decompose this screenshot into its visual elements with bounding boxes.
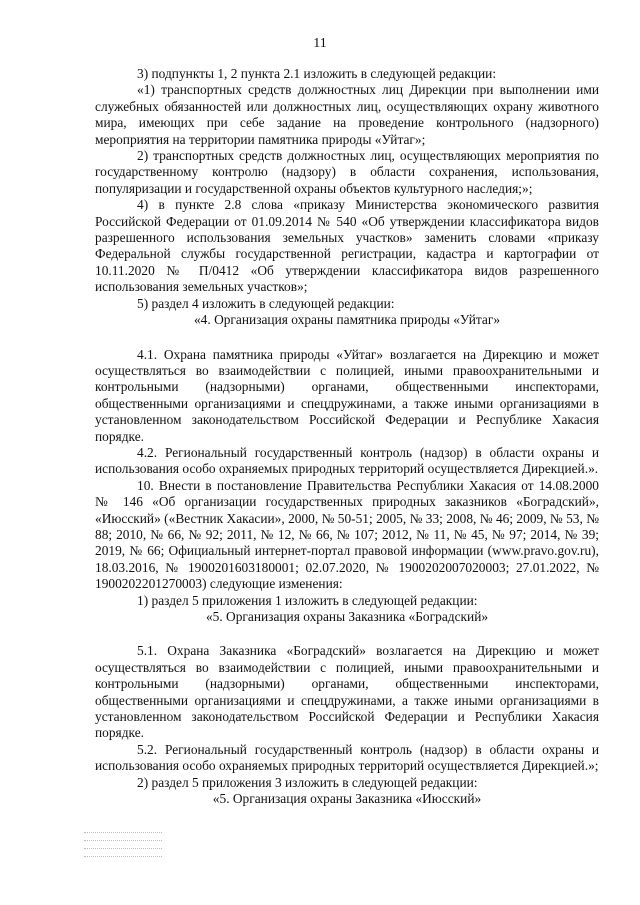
document-body — [95, 66, 599, 807]
paragraph: 3) подпункты 1, 2 пункта 2.1 изложить в следующей редакции: — [137, 66, 497, 81]
paragraph: «1) транспортных средств должностных лиц Дирекции при выполнении ими служебных обязанностей или должностных лиц, осуществляющих охрану животного мира, имеющих при себе задание на проведение контрольного (надзорного) мероприятия на территории памятника природы «Уйтаг»; — [95, 82, 599, 147]
paragraph: 5) раздел 4 изложить в следующей редакции: — [137, 295, 395, 311]
section-heading: «5. Организация охраны Заказника «Боградский» — [205, 609, 489, 624]
spacer — [95, 625, 599, 643]
page-number: 11 — [313, 36, 327, 51]
paragraph: 10. Внести в постановление Правительства Республики Хакасия от 14.08.2000 № 146 «Об организации государственных природных заказников «Боградский», «Июсский» («Вестник Хакасии», 2000, № 50-51; 2005, № 33; 2008, № 46; 2009, № 53, № 88; 2010, № 66, № 92; 2011, № 12, № 66, № 107; 2012, № 11, № 45, № 97; 2014, № 39; 2019, № 66; Официальный интернет-портал правовой информации (www.pravo.gov.ru), 18.03.2016, № 1900201603180001; 02.07.2020, № 1900202007020003; 27.01.2022, № 1900202201270003) следующие изменения: — [95, 477, 599, 592]
paragraph: 5.2. Региональный государственный контроль (надзор) в области охраны и использования особо охраняемых природных территорий осуществляется Дирекцией.»; — [95, 741, 599, 774]
paragraph: 2) транспортных средств должностных лиц, осуществляющих мероприятия по государственному контролю (надзору) в области сохранения, использования, популяризации и государственной охраны объектов культурного наследия;»; — [95, 148, 599, 196]
faded-stamp-mark — [84, 826, 162, 868]
section-heading: «4. Организация охраны памятника природы «Уйтаг» — [193, 312, 501, 328]
paragraph: 2) раздел 5 приложения 3 изложить в следующей редакции: — [137, 774, 478, 790]
paragraph: 1) раздел 5 приложения 1 изложить в следующей редакции: — [137, 592, 478, 608]
paragraph: 4) в пункте 2.8 слова «приказу Министерства экономического развития Российской Федерации от 01.09.2014 № 540 «Об утверждении классификатора видов разрешенного использования земельных участков» заменить словами «приказу Федеральной службы государственной регистрации, кадастра и картографии от 10.11.2020 № П/0412 «Об утверждении классификатора видов разрешенного использования земельных участков»; — [95, 197, 599, 295]
paragraph: 4.2. Региональный государственный контроль (надзор) в области охраны и использования особо охраняемых природных территорий осуществляется Дирекцией.». — [95, 444, 599, 477]
paragraph: 5.1. Охрана Заказника «Боградский» возлагается на Дирекцию и может осуществляться во взаимодействии с полицией, иными правоохранительными и контрольными (надзорными) органами, общественными инспекторами, общественными организациями и спецдружинами, а также иными организациями в установленном законодательством Российской Федерации и Республики Хакасия порядке. — [95, 643, 599, 741]
spacer — [95, 329, 599, 347]
section-heading: «5. Организация охраны Заказника «Июсский» — [212, 791, 482, 807]
paragraph: 4.1. Охрана памятника природы «Уйтаг» возлагается на Дирекцию и может осуществляться во взаимодействии с полицией, иными правоохранительными и контрольными (надзорными) органами, общественными инспекторами, общественными организациями и спецдружинами, а также иными организациями в установленном законодательством Российской Федерации и Республике Хакасия порядке. — [95, 346, 599, 444]
